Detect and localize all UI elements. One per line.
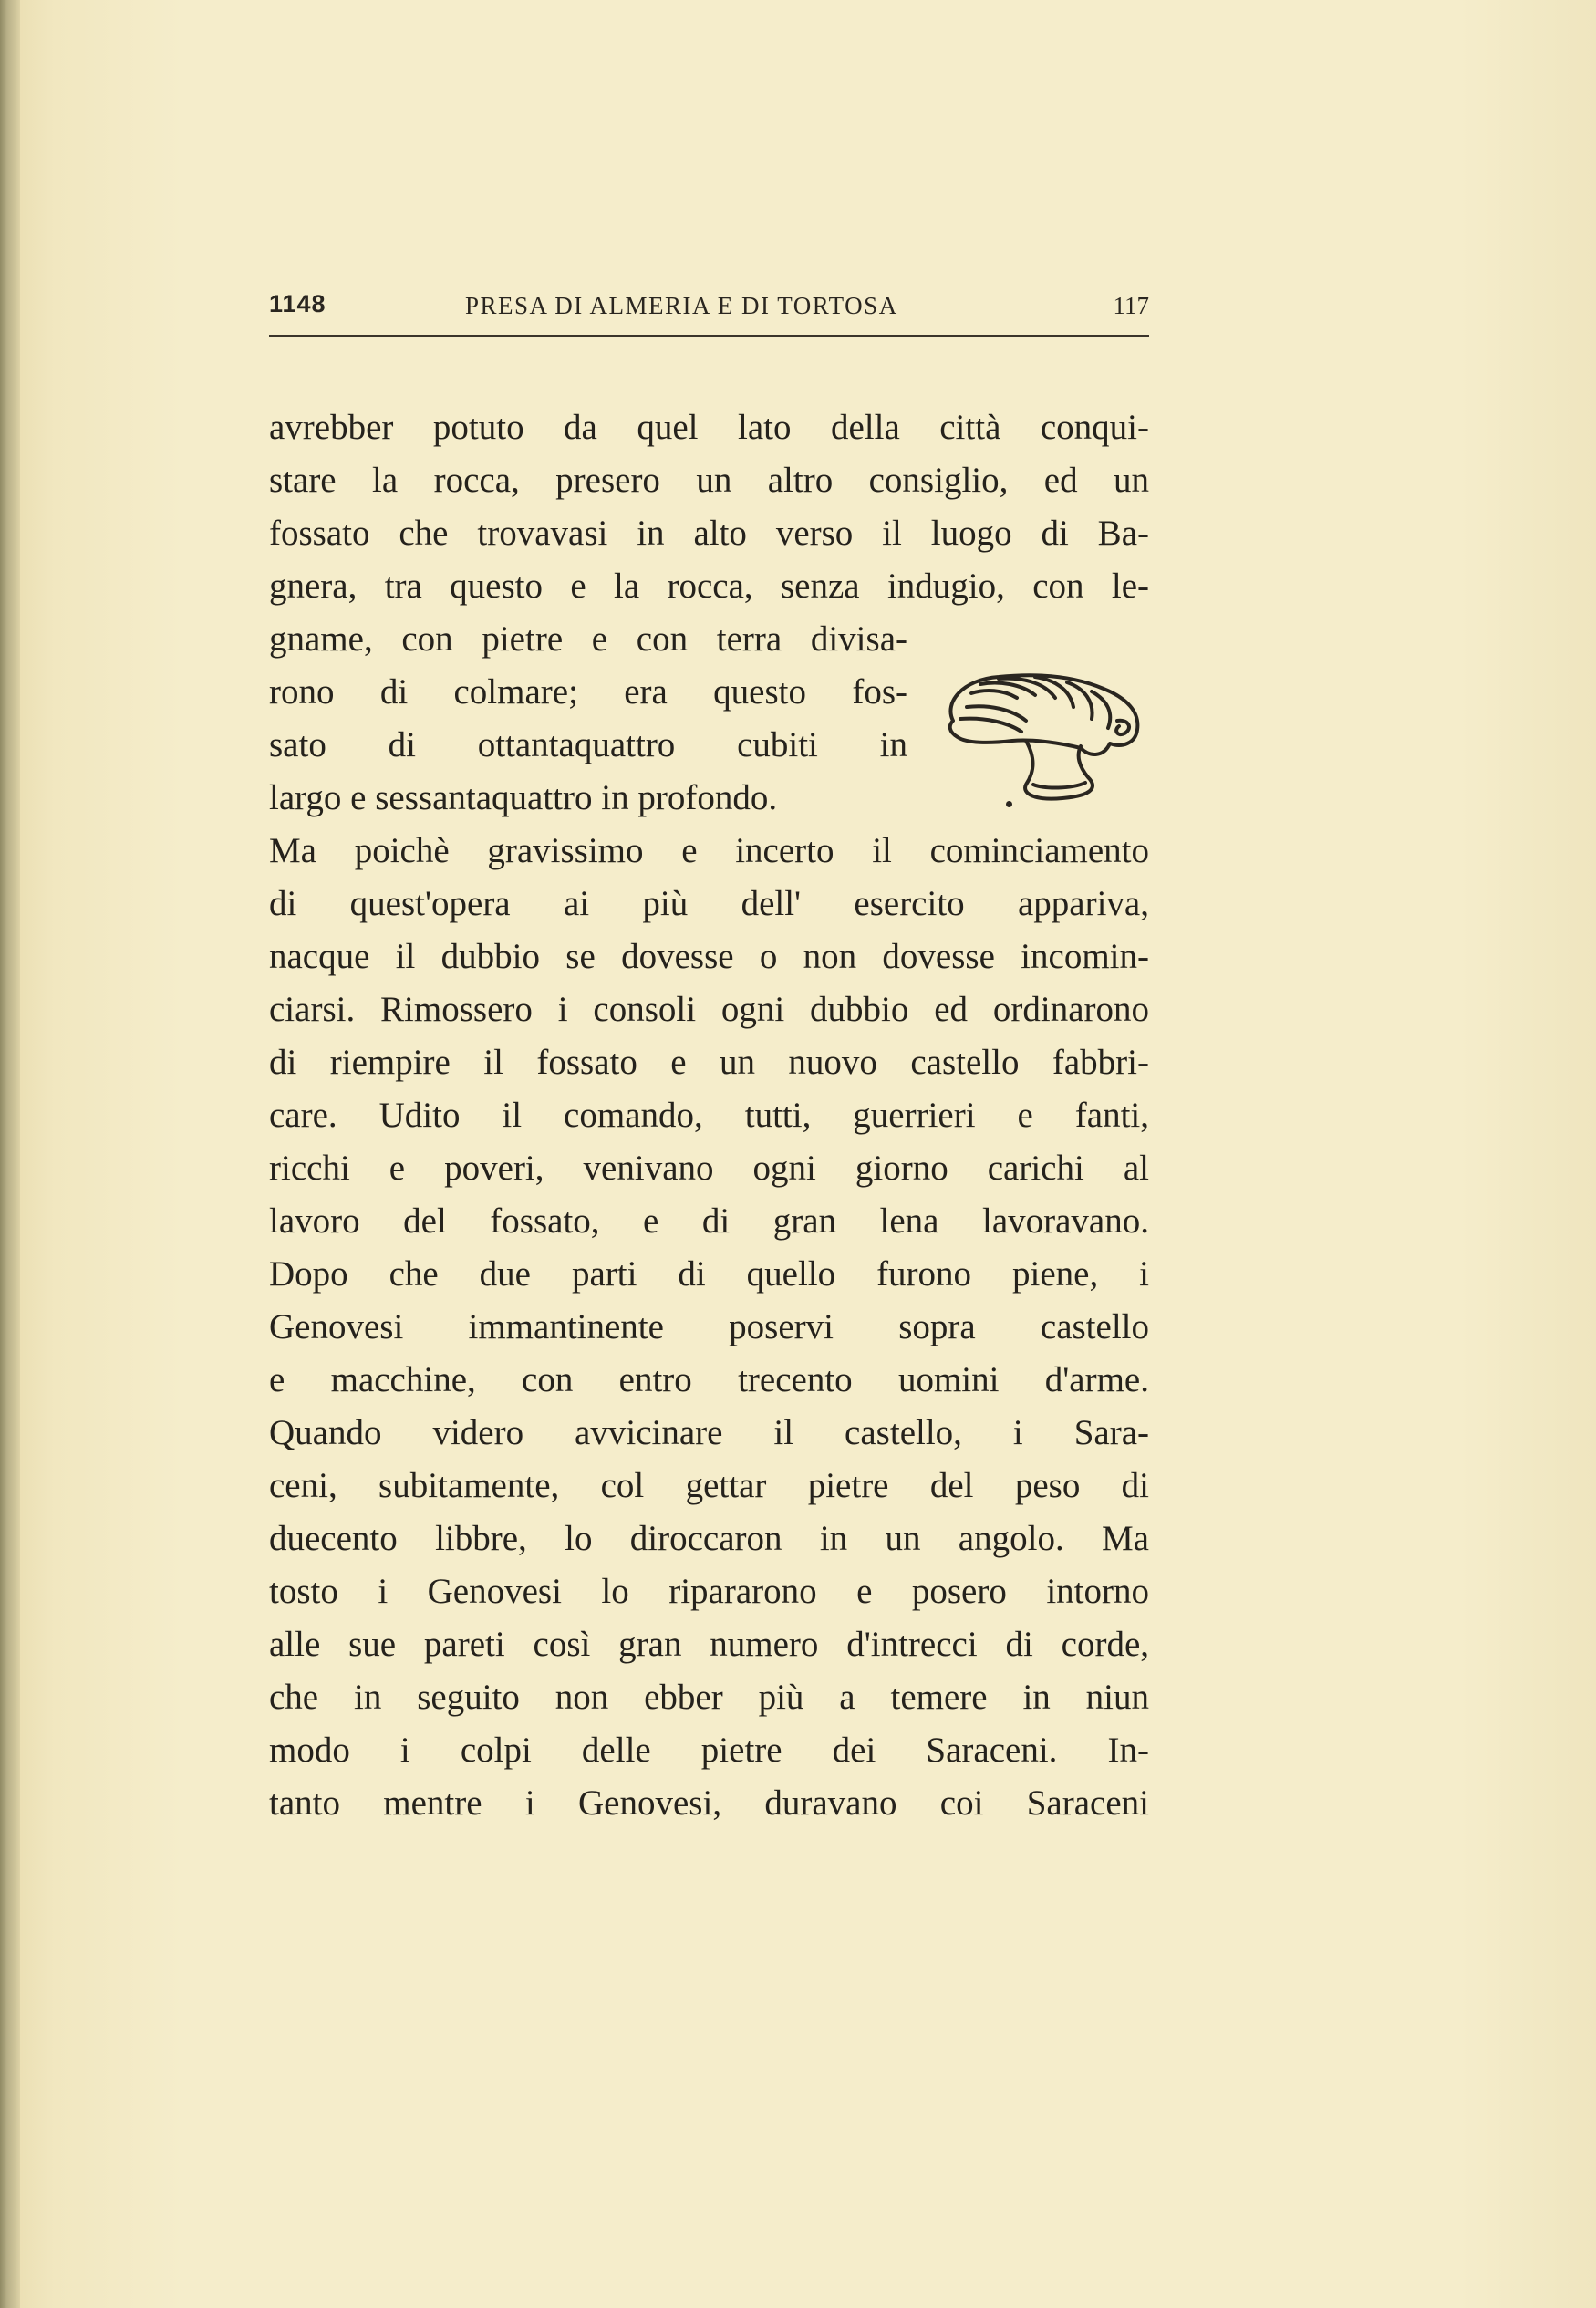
text-line: care. Udito il comando, tutti, guerrieri e fanti, xyxy=(269,1096,1149,1135)
text-line: duecento libbre, lo diroccaron in un angolo. Ma xyxy=(269,1519,1149,1558)
text-line: stare la rocca, presero un altro consiglio, ed un xyxy=(269,461,1149,500)
text-line: Quando videro avvicinare il castello, i Sara- xyxy=(269,1413,1149,1452)
text-line: sato di ottantaquattro cubiti in xyxy=(269,725,907,764)
text-line: alle sue pareti così gran numero d'intrecci di corde, xyxy=(269,1625,1149,1664)
text-line: Genovesi immantinente poservi sopra castello xyxy=(269,1307,1149,1346)
text-line: e macchine, con entro trecento uomini d'arme. xyxy=(269,1360,1149,1399)
text-line: tanto mentre i Genovesi, duravano coi Saraceni xyxy=(269,1783,1149,1823)
header-rule xyxy=(269,335,1149,337)
text-line: nacque il dubbio se dovesse o non dovesse incomin- xyxy=(269,937,1149,976)
book-spine-edge xyxy=(0,0,20,2308)
mushroom-ornament-icon xyxy=(935,657,1154,807)
text-line: Dopo che due parti di quello furono piene, i xyxy=(269,1254,1149,1294)
text-line: gnera, tra questo e la rocca, senza indugio, con le- xyxy=(269,567,1149,606)
text-line: ricchi e poveri, venivano ogni giorno carichi al xyxy=(269,1149,1149,1188)
text-line: che in seguito non ebber più a temere in niun xyxy=(269,1678,1149,1717)
text-line: di riempire il fossato e un nuovo castello fabbri- xyxy=(269,1043,1149,1082)
text-line: fossato che trovavasi in alto verso il luogo di Ba- xyxy=(269,514,1149,553)
text-line: di quest'opera ai più dell' esercito appariva, xyxy=(269,884,1149,923)
text-line: gname, con pietre e con terra divisa- xyxy=(269,619,907,659)
page-number: 117 xyxy=(1113,292,1149,319)
body-text xyxy=(269,401,1149,1830)
text-line: Ma poichè gravissimo e incerto il cominciamento xyxy=(269,831,1149,870)
text-line: rono di colmare; era questo fos- xyxy=(269,672,907,712)
text-line: ceni, subitamente, col gettar pietre del peso di xyxy=(269,1466,1149,1505)
text-line: largo e sessantaquattro in profondo. xyxy=(269,778,778,817)
text-line: ciarsi. Rimossero i consoli ogni dubbio ed ordinarono xyxy=(269,990,1149,1029)
text-line: avrebber potuto da quel lato della città conqui- xyxy=(269,408,1149,447)
text-line: modo i colpi delle pietre dei Saraceni. In- xyxy=(269,1731,1149,1770)
text-line: tosto i Genovesi lo ripararono e posero intorno xyxy=(269,1572,1149,1611)
running-header xyxy=(269,290,1149,327)
text-line: lavoro del fossato, e di gran lena lavoravano. xyxy=(269,1201,1149,1241)
header-title: PRESA DI ALMERIA E DI TORTOSA xyxy=(465,292,898,319)
ornament-dot xyxy=(1006,801,1012,807)
header-year: 1148 xyxy=(269,290,326,317)
